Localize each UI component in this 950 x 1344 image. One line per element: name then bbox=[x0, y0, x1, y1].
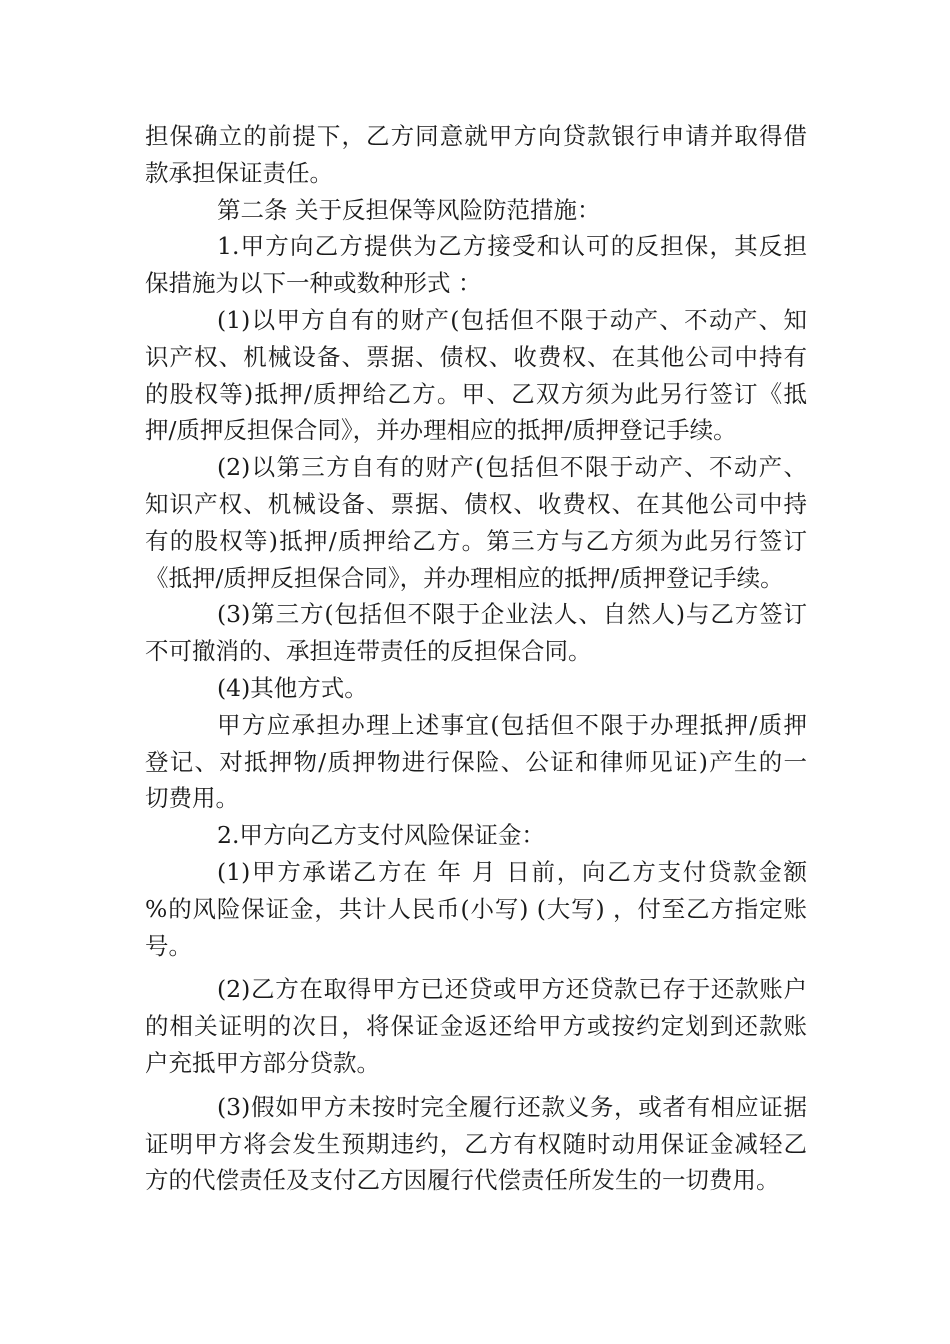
text-line: 担保确立的前提下，乙方同意就甲方向贷款银行申请并取得借 bbox=[145, 122, 807, 150]
text-line: 2.甲方向乙方支付风险保证金： bbox=[217, 821, 545, 850]
text-line: (3)假如甲方未按时完全履行还款义务，或者有相应证据 bbox=[217, 1092, 807, 1121]
text-line: 保措施为以下一种或数种形式 ： bbox=[145, 269, 482, 298]
text-line: 的股权等)抵押/质押给乙方。甲、乙双方须为此另行签订《抵 bbox=[145, 379, 807, 408]
text-line: 款承担保证责任。 bbox=[145, 158, 333, 187]
text-line: 证明甲方将会发生预期违约，乙方有权随时动用保证金减轻乙 bbox=[145, 1129, 807, 1158]
text-line: (2)以第三方自有的财产(包括但不限于动产、不动产、 bbox=[217, 453, 807, 482]
text-line: (2)乙方在取得甲方已还贷或甲方还贷款已存于还款账户 bbox=[217, 975, 807, 1004]
text-line: 方的代偿责任及支付乙方因履行代偿责任所发生的一切费用。 bbox=[145, 1166, 780, 1195]
text-line: 户充抵甲方部分贷款。 bbox=[145, 1048, 380, 1077]
text-line: 知识产权、机械设备、票据、债权、收费权、在其他公司中持 bbox=[145, 489, 807, 518]
document-body bbox=[145, 118, 807, 1199]
article-heading: 第二条 关于反担保等风险防范措施： bbox=[217, 195, 601, 224]
text-line: 押/质押反担保合同》，并办理相应的抵押/质押登记手续。 bbox=[145, 416, 737, 445]
text-line: (4)其他方式。 bbox=[217, 673, 368, 702]
text-line: 1.甲方向乙方提供为乙方接受和认可的反担保，其反担 bbox=[217, 232, 807, 261]
text-line: 不可撤消的、承担连带责任的反担保合同。 bbox=[145, 637, 592, 666]
text-line: 切费用。 bbox=[145, 784, 239, 813]
text-line: %的风险保证金，共计人民币(小写) (大写) ，付至乙方指定账 bbox=[145, 894, 807, 923]
text-line: 《抵押/质押反担保合同》，并办理相应的抵押/质押登记手续。 bbox=[145, 563, 784, 592]
text-line: 的相关证明的次日，将保证金返还给甲方或按约定划到还款账 bbox=[145, 1012, 807, 1041]
text-line: (3)第三方(包括但不限于企业法人、自然人)与乙方签订 bbox=[217, 600, 807, 629]
text-line: 甲方应承担办理上述事宜(包括但不限于办理抵押/质押 bbox=[217, 710, 807, 739]
text-line: 号。 bbox=[145, 931, 192, 960]
text-line: (1)甲方承诺乙方在 年 月 日前，向乙方支付贷款金额 bbox=[217, 857, 807, 886]
text-line: 识产权、机械设备、票据、债权、收费权、在其他公司中持有 bbox=[145, 342, 807, 371]
text-line: 登记、对抵押物/质押物进行保险、公证和律师见证)产生的一 bbox=[145, 747, 807, 776]
text-line: 有的股权等)抵押/质押给乙方。第三方与乙方须为此另行签订 bbox=[145, 526, 807, 555]
text-line: (1)以甲方自有的财产(包括但不限于动产、不动产、知 bbox=[217, 305, 807, 334]
